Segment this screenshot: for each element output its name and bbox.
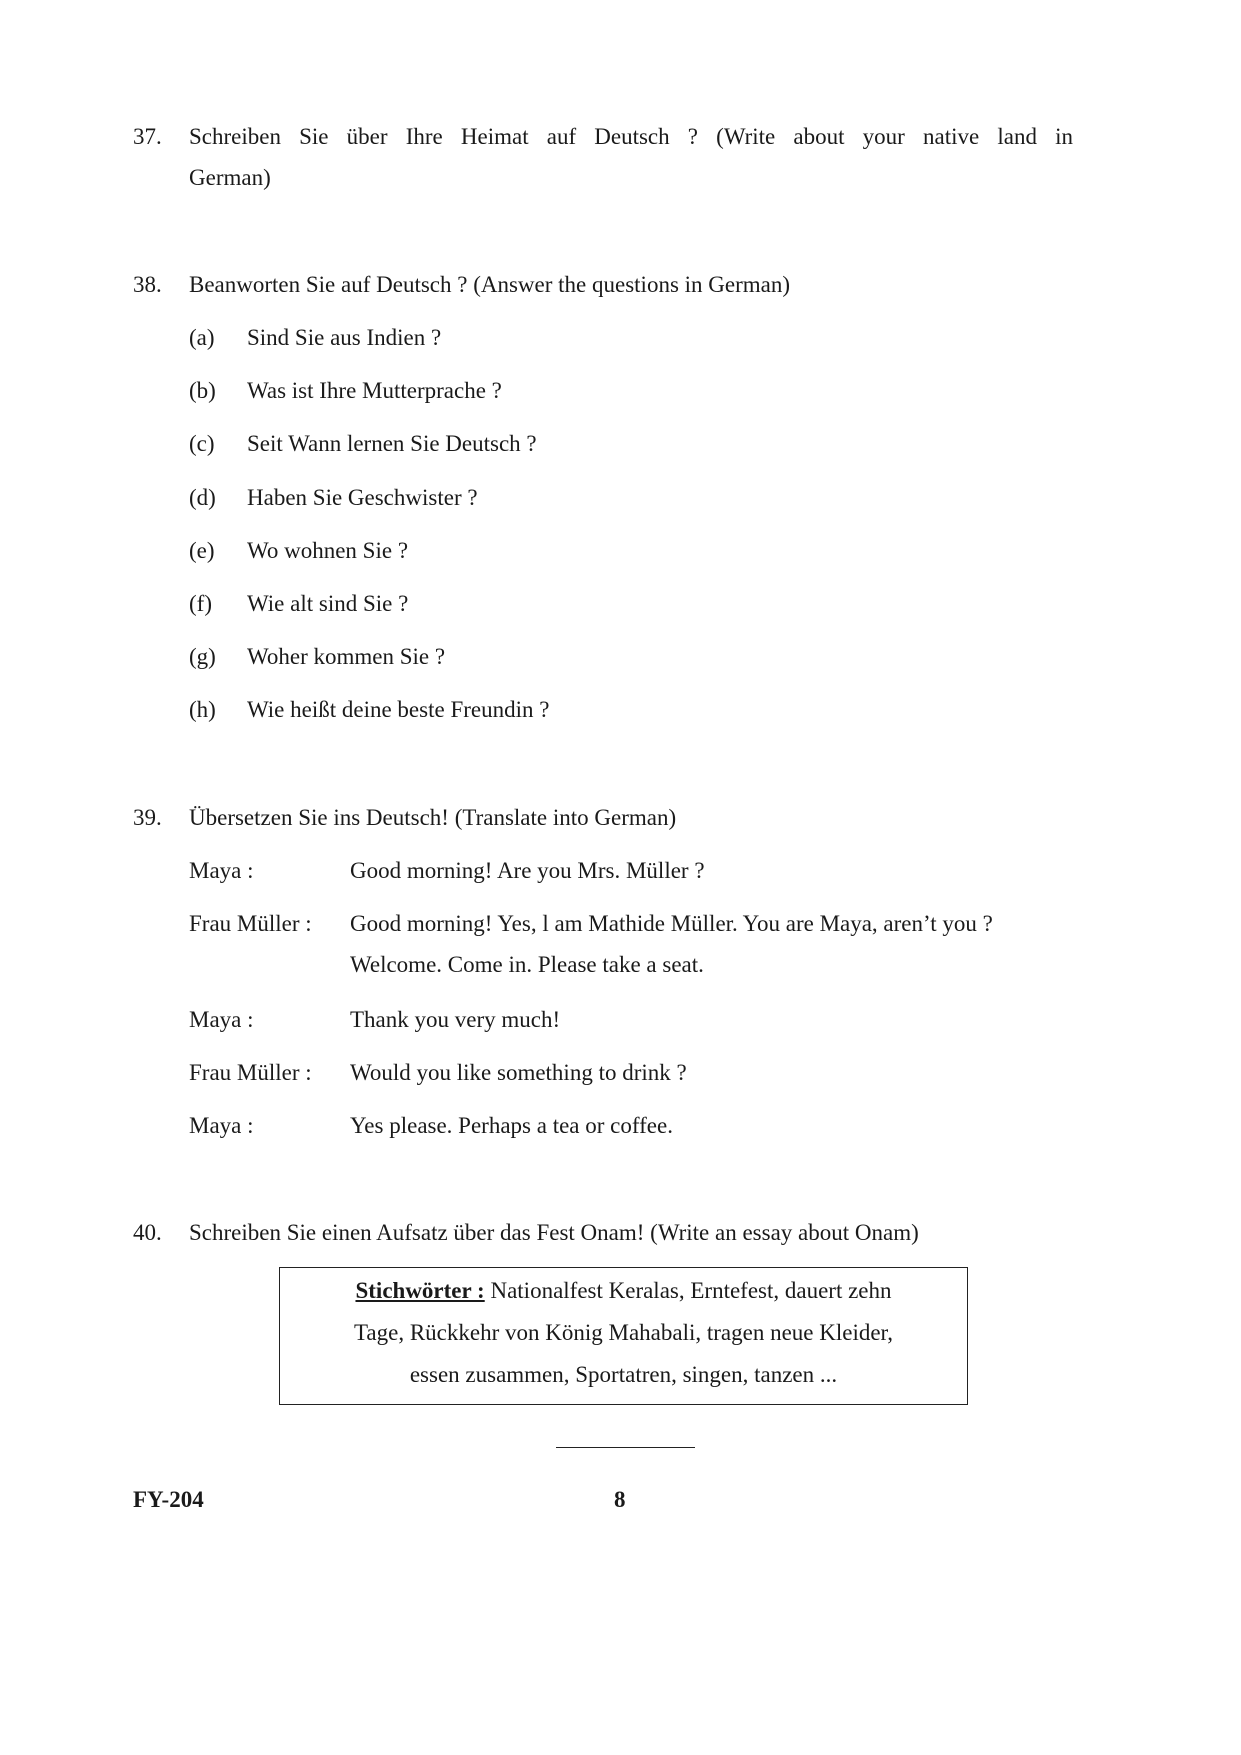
page-number: 8 <box>614 1487 626 1512</box>
question-number-40: 40. <box>133 1220 162 1245</box>
dialogue-speaker: Maya : <box>189 1007 254 1032</box>
keywords-box <box>279 1267 968 1405</box>
dialogue-line: Would you like something to drink ? <box>350 1060 687 1085</box>
keywords-text-line1: Nationalfest Keralas, Erntefest, dauert zehn <box>484 1278 892 1303</box>
subquestion-letter-b: (b) <box>189 378 216 403</box>
question-number-39: 39. <box>133 805 162 830</box>
keywords-label: Stichwörter : <box>355 1278 485 1303</box>
question-number-37: 37. <box>133 124 162 149</box>
subquestion-letter-g: (g) <box>189 644 216 669</box>
dialogue-line: Welcome. Come in. Please take a seat. <box>350 952 704 977</box>
subquestion-text-c: Seit Wann lernen Sie Deutsch ? <box>247 431 537 456</box>
keywords-line1 <box>280 1278 967 1304</box>
subquestion-text-h: Wie heißt deine beste Freundin ? <box>247 697 550 722</box>
subquestion-text-b: Was ist Ihre Mutterprache ? <box>247 378 502 403</box>
footer-code: FY-204 <box>133 1487 204 1512</box>
question-37-text-line1: Schreiben Sie über Ihre Heimat auf Deutsch ? (Write about your native land in <box>189 124 1073 149</box>
keywords-line2: Tage, Rückkehr von König Mahabali, tragen neue Kleider, <box>353 1320 894 1345</box>
subquestion-letter-f: (f) <box>189 591 212 616</box>
dialogue-speaker: Maya : <box>189 1113 254 1138</box>
subquestion-letter-h: (h) <box>189 697 216 722</box>
keywords-line3: essen zusammen, Sportatren, singen, tanzen ... <box>409 1362 838 1387</box>
subquestion-letter-e: (e) <box>189 538 215 563</box>
question-39-text: Übersetzen Sie ins Deutsch! (Translate into German) <box>189 805 677 830</box>
end-divider <box>556 1447 695 1448</box>
subquestion-letter-c: (c) <box>189 431 215 456</box>
question-40-text: Schreiben Sie einen Aufsatz über das Fest Onam! (Write an essay about Onam) <box>189 1220 919 1245</box>
question-number-38: 38. <box>133 272 162 297</box>
subquestion-letter-a: (a) <box>189 325 215 350</box>
dialogue-line: Yes please. Perhaps a tea or coffee. <box>350 1113 673 1138</box>
question-38-text: Beanworten Sie auf Deutsch ? (Answer the questions in German) <box>189 272 791 297</box>
dialogue-speaker: Maya : <box>189 858 254 883</box>
dialogue-line: Thank you very much! <box>350 1007 561 1032</box>
dialogue-line: Good morning! Yes, l am Mathide Müller. You are Maya, aren’t you ? <box>350 911 993 936</box>
dialogue-speaker: Frau Müller : <box>189 1060 312 1085</box>
subquestion-text-e: Wo wohnen Sie ? <box>247 538 409 563</box>
subquestion-text-a: Sind Sie aus Indien ? <box>247 325 442 350</box>
subquestion-text-g: Woher kommen Sie ? <box>247 644 446 669</box>
question-37-text-line2: German) <box>189 165 271 190</box>
subquestion-text-d: Haben Sie Geschwister ? <box>247 485 478 510</box>
dialogue-line: Good morning! Are you Mrs. Müller ? <box>350 858 705 883</box>
subquestion-letter-d: (d) <box>189 485 216 510</box>
dialogue-speaker: Frau Müller : <box>189 911 312 936</box>
subquestion-text-f: Wie alt sind Sie ? <box>247 591 409 616</box>
